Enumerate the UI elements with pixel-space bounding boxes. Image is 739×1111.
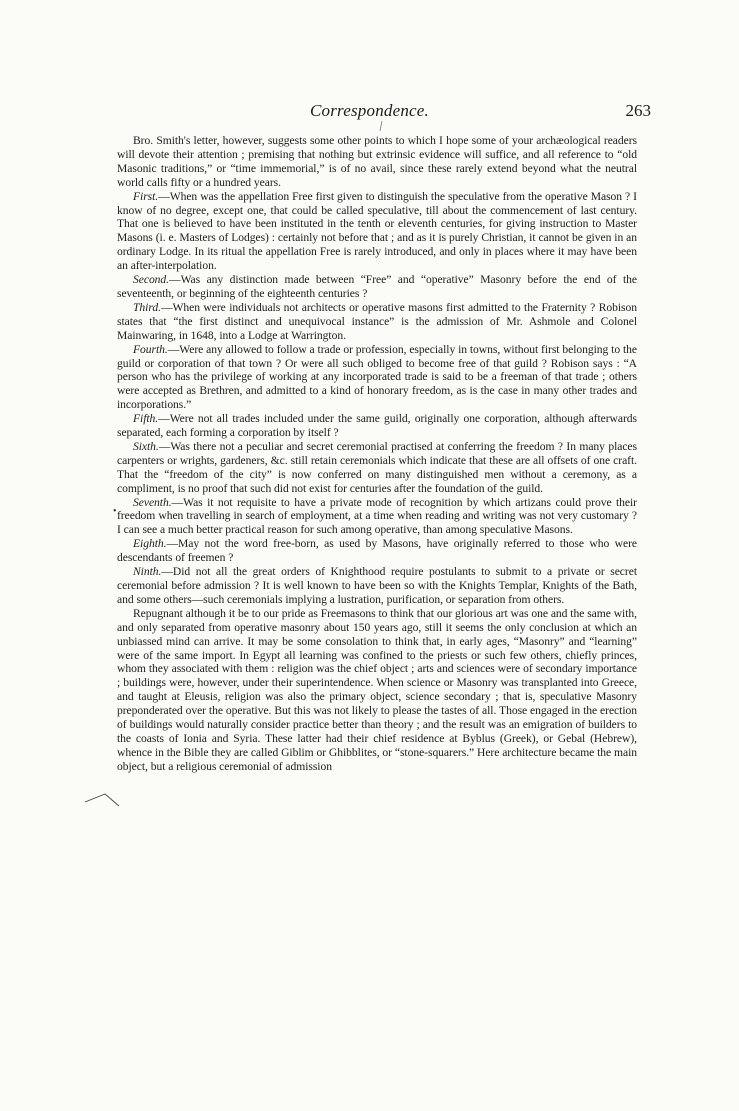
stray-mark-icon <box>378 120 384 132</box>
paragraph-text: —Was any distinction made between “Free” and “operative” Masonry before the end of the seventeenth, or beginning of the eighteenth centuries ? <box>117 273 637 300</box>
paragraph-text: Bro. Smith's letter, however, suggests some other points to which I hope some of your archæological readers will devote their attention ; premising that nothing but extrinsic evidence will suffice, and all reference to “old Masonic traditions,” or “time immemorial,” is of no avail, since these rarely extend beyond what the neutral world calls fifty or a hundred years. <box>117 134 637 189</box>
paragraph-fifth <box>117 412 637 440</box>
paragraph-conclusion <box>117 607 637 774</box>
paragraph-label: Fourth. <box>133 342 168 356</box>
paragraph-text: —May not the word free-born, as used by Masons, have originally referred to those who were descendants of freemen ? <box>117 537 637 565</box>
paragraph-text: —Were any allowed to follow a trade or profession, especially in towns, without first belonging to the guild or corporation of that town ? Or were all such obliged to become free of that guild ? Robison says : “A person who has the privilege of working at any incorporated trade is said to be a freeman of that trade ; others were accepted as Brethren, and admitted to a kind of honorary freedom, as is the case in many other trades and incorporations.” <box>117 342 637 412</box>
paragraph-text: —Were not all trades included under the same guild, originally one corporation, although afterwards separated, each forming a corporation by itself ? <box>117 412 637 440</box>
paragraph-text: —Was there not a peculiar and secret ceremonial practised at conferring the freedom ? In many places carpenters or wrights, gardeners, &c. still retain ceremonials which indicate that these are all offsets of one craft. That the “freedom of the city” is now conferred on many distinguished men without a ceremony, as a compliment, is no proof that such did not exist for centuries after the foundation of the guild. <box>117 439 637 495</box>
paragraph-label: Ninth. <box>133 565 162 579</box>
paragraph-first <box>117 190 637 273</box>
paragraph-fourth <box>117 343 637 413</box>
paragraph-label: Fifth. <box>133 412 159 426</box>
paragraph-label: Sixth. <box>133 439 159 453</box>
running-header-title: Correspondence. <box>310 101 429 120</box>
paragraph-intro <box>117 134 637 190</box>
paragraph-label: Eighth. <box>133 537 167 551</box>
paragraph-text: —Was it not requisite to have a private mode of recognition by which artizans could prove their freedom when travelling in search of employment, at a time when reading and writing was not very customary ? I can see a much better practical reason for such among operative, than among speculative Masons. <box>117 495 637 537</box>
paragraph-ninth <box>117 565 637 607</box>
paragraph-text: —When was the appellation Free first given to distinguish the speculative from the operative Mason ? I know of no degree, except one, that could be called speculative, till about the commencement of last century. That one is believed to have been instituted in the tenth or eleventh centuries, for giving instruction to Master Masons (i. e. Masters of Lodges) : certainly not before that ; and as it is purely Christian, it cannot be given in an ordinary Lodge. In its ritual the appellation Free is rarely introduced, and only in places where it may have been an after-interpolation. <box>117 189 637 273</box>
paragraph-seventh <box>117 496 637 538</box>
margin-dot-icon: • <box>113 506 117 517</box>
paragraph-third <box>117 301 637 343</box>
page-number: 263 <box>625 101 651 120</box>
paragraph-text: Repugnant although it be to our pride as Freemasons to think that our glorious art was one and the same with, and only separated from operative masonry about 150 years ago, still it seems the only conclusion at which an unbiassed mind can arrive. It may be some consolation to think that, in early ages, “Masonry” and “learning” were of the same import. In Egypt all learning was confined to the priests or such few others, chiefly princes, whom they associated with them : religion was the chief object ; arts and sciences were of secondary importance ; buildings were, however, under their superintendence. When science or Masonry was transplanted into Greece, and taught at Eleusis, religion was also the primary object, science secondary ; that is, speculative Masonry preponderated over the operative. But this was not likely to please the tastes of all. Those engaged in the erection of buildings would naturally consider practice better than theory ; and the result was an emigration of builders to the coasts of Ionia and Syria. These latter had their chief residence at Byblus (Greek), or Gebal (Hebrew), whence in the Bible they are called Giblim or Ghibblites, or “stone-squarers.” Here architecture became the main object, but a religious ceremonial of admission <box>117 606 637 773</box>
paragraph-label: Seventh. <box>133 495 172 509</box>
paragraph-label: Third. <box>133 300 161 314</box>
paragraph-eighth <box>117 537 637 565</box>
paragraph-text: —When were individuals not architects or operative masons first admitted to the Fraternity ? Robison states that “the first distinct and unequivocal instance” is the admission of Mr. Ashmole and Colonel Mainwaring, in 1648, into a Lodge at Warrington. <box>117 300 637 342</box>
paragraph-label: First. <box>133 189 159 203</box>
margin-pencil-mark-icon <box>83 790 123 810</box>
paragraph-second <box>117 273 637 301</box>
article-body <box>117 134 637 774</box>
paragraph-label: Second. <box>133 273 170 287</box>
paragraph-sixth <box>117 440 637 496</box>
paragraph-text: —Did not all the great orders of Knighthood require postulants to submit to a private or secret ceremonial before admission ? It is well known to have been so with the Knights Templar, Knights of the Bath, and some others—such ceremonials implying a lustration, purification, or separation from others. <box>117 565 637 606</box>
